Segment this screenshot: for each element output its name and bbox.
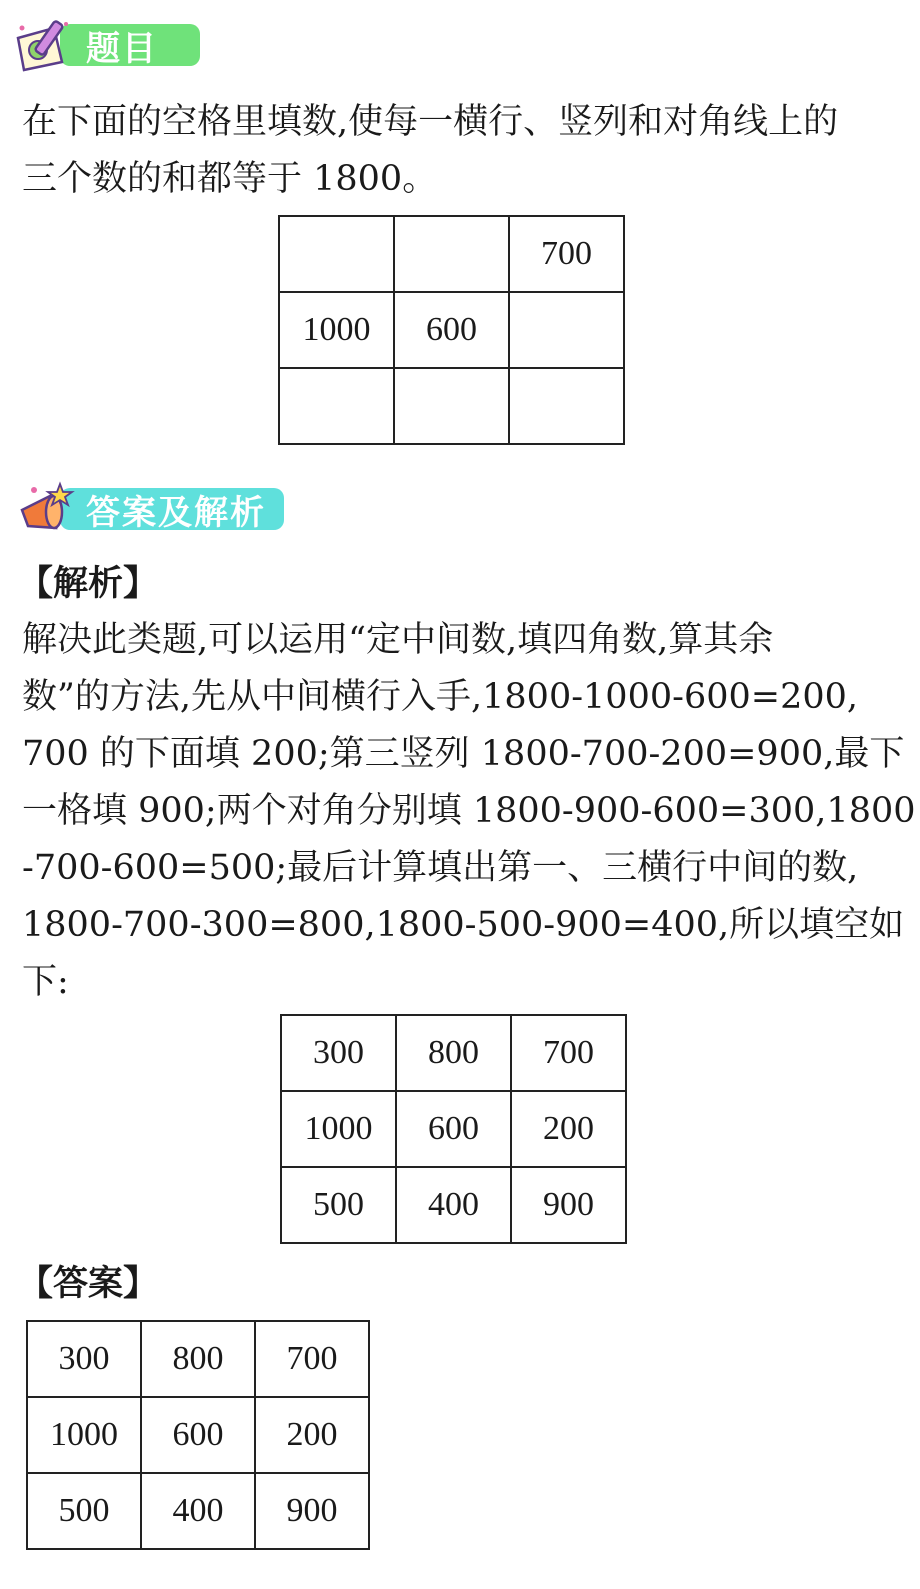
analysis-heading: 【解析】 [18, 564, 159, 604]
grid-cell: 200 [511, 1091, 626, 1167]
grid-row [279, 368, 624, 444]
question-line: 在下面的空格里填数,使每一横行、竖列和对角线上的 [22, 102, 839, 142]
analysis-text [22, 612, 916, 1011]
grid-cell: 200 [255, 1397, 369, 1473]
grid-cell [279, 216, 394, 292]
grid-row [281, 1015, 626, 1091]
analysis-line: 下: [22, 962, 69, 1002]
grid-cell: 300 [281, 1015, 396, 1091]
grid-row [27, 1321, 369, 1397]
grid-row [279, 292, 624, 368]
analysis-line: -700-600=500;最后计算填出第一、三横行中间的数, [22, 848, 859, 888]
answer-heading: 【答案】 [18, 1264, 159, 1304]
grid-cell: 400 [141, 1473, 255, 1549]
grid-row [281, 1167, 626, 1243]
grid-cell: 600 [394, 292, 509, 368]
grid-cell [509, 292, 624, 368]
question-line: 三个数的和都等于 1800。 [22, 159, 438, 199]
grid-cell: 1000 [27, 1397, 141, 1473]
grid-cell: 600 [396, 1091, 511, 1167]
grid-row [279, 216, 624, 292]
answer-analysis-banner [14, 484, 294, 534]
analysis-line: 一格填 900;两个对角分别填 1800-900-600=300,1800 [22, 791, 916, 831]
answer-banner-label: 答案及解析 [60, 488, 284, 530]
answer-grid [26, 1320, 370, 1550]
grid-cell: 1000 [281, 1091, 396, 1167]
analysis-line: 数”的方法,先从中间横行入手,1800-1000-600=200, [22, 677, 859, 717]
analysis-grid [280, 1014, 627, 1244]
grid-row [281, 1091, 626, 1167]
grid-cell [509, 368, 624, 444]
analysis-line: 700 的下面填 200;第三竖列 1800-700-200=900,最下 [22, 734, 905, 774]
grid-row [27, 1397, 369, 1473]
grid-row [27, 1473, 369, 1549]
analysis-line: 解决此类题,可以运用“定中间数,填四角数,算其余 [22, 620, 774, 660]
question-text [22, 94, 892, 208]
grid-cell: 700 [509, 216, 624, 292]
grid-cell: 700 [255, 1321, 369, 1397]
grid-cell [394, 216, 509, 292]
grid-cell: 700 [511, 1015, 626, 1091]
grid-cell [279, 368, 394, 444]
grid-cell: 800 [396, 1015, 511, 1091]
question-banner [14, 20, 204, 70]
megaphone-star-icon [14, 480, 82, 540]
analysis-line: 1800-700-300=800,1800-500-900=400,所以填空如 [22, 905, 905, 945]
question-banner-label: 题目 [60, 24, 200, 66]
grid-cell [394, 368, 509, 444]
grid-cell: 1000 [279, 292, 394, 368]
grid-cell: 300 [27, 1321, 141, 1397]
grid-cell: 900 [255, 1473, 369, 1549]
grid-cell: 500 [281, 1167, 396, 1243]
notebook-pencil-icon [14, 16, 78, 74]
grid-cell: 500 [27, 1473, 141, 1549]
grid-cell: 400 [396, 1167, 511, 1243]
question-grid [278, 215, 625, 445]
grid-cell: 900 [511, 1167, 626, 1243]
grid-cell: 600 [141, 1397, 255, 1473]
grid-cell: 800 [141, 1321, 255, 1397]
